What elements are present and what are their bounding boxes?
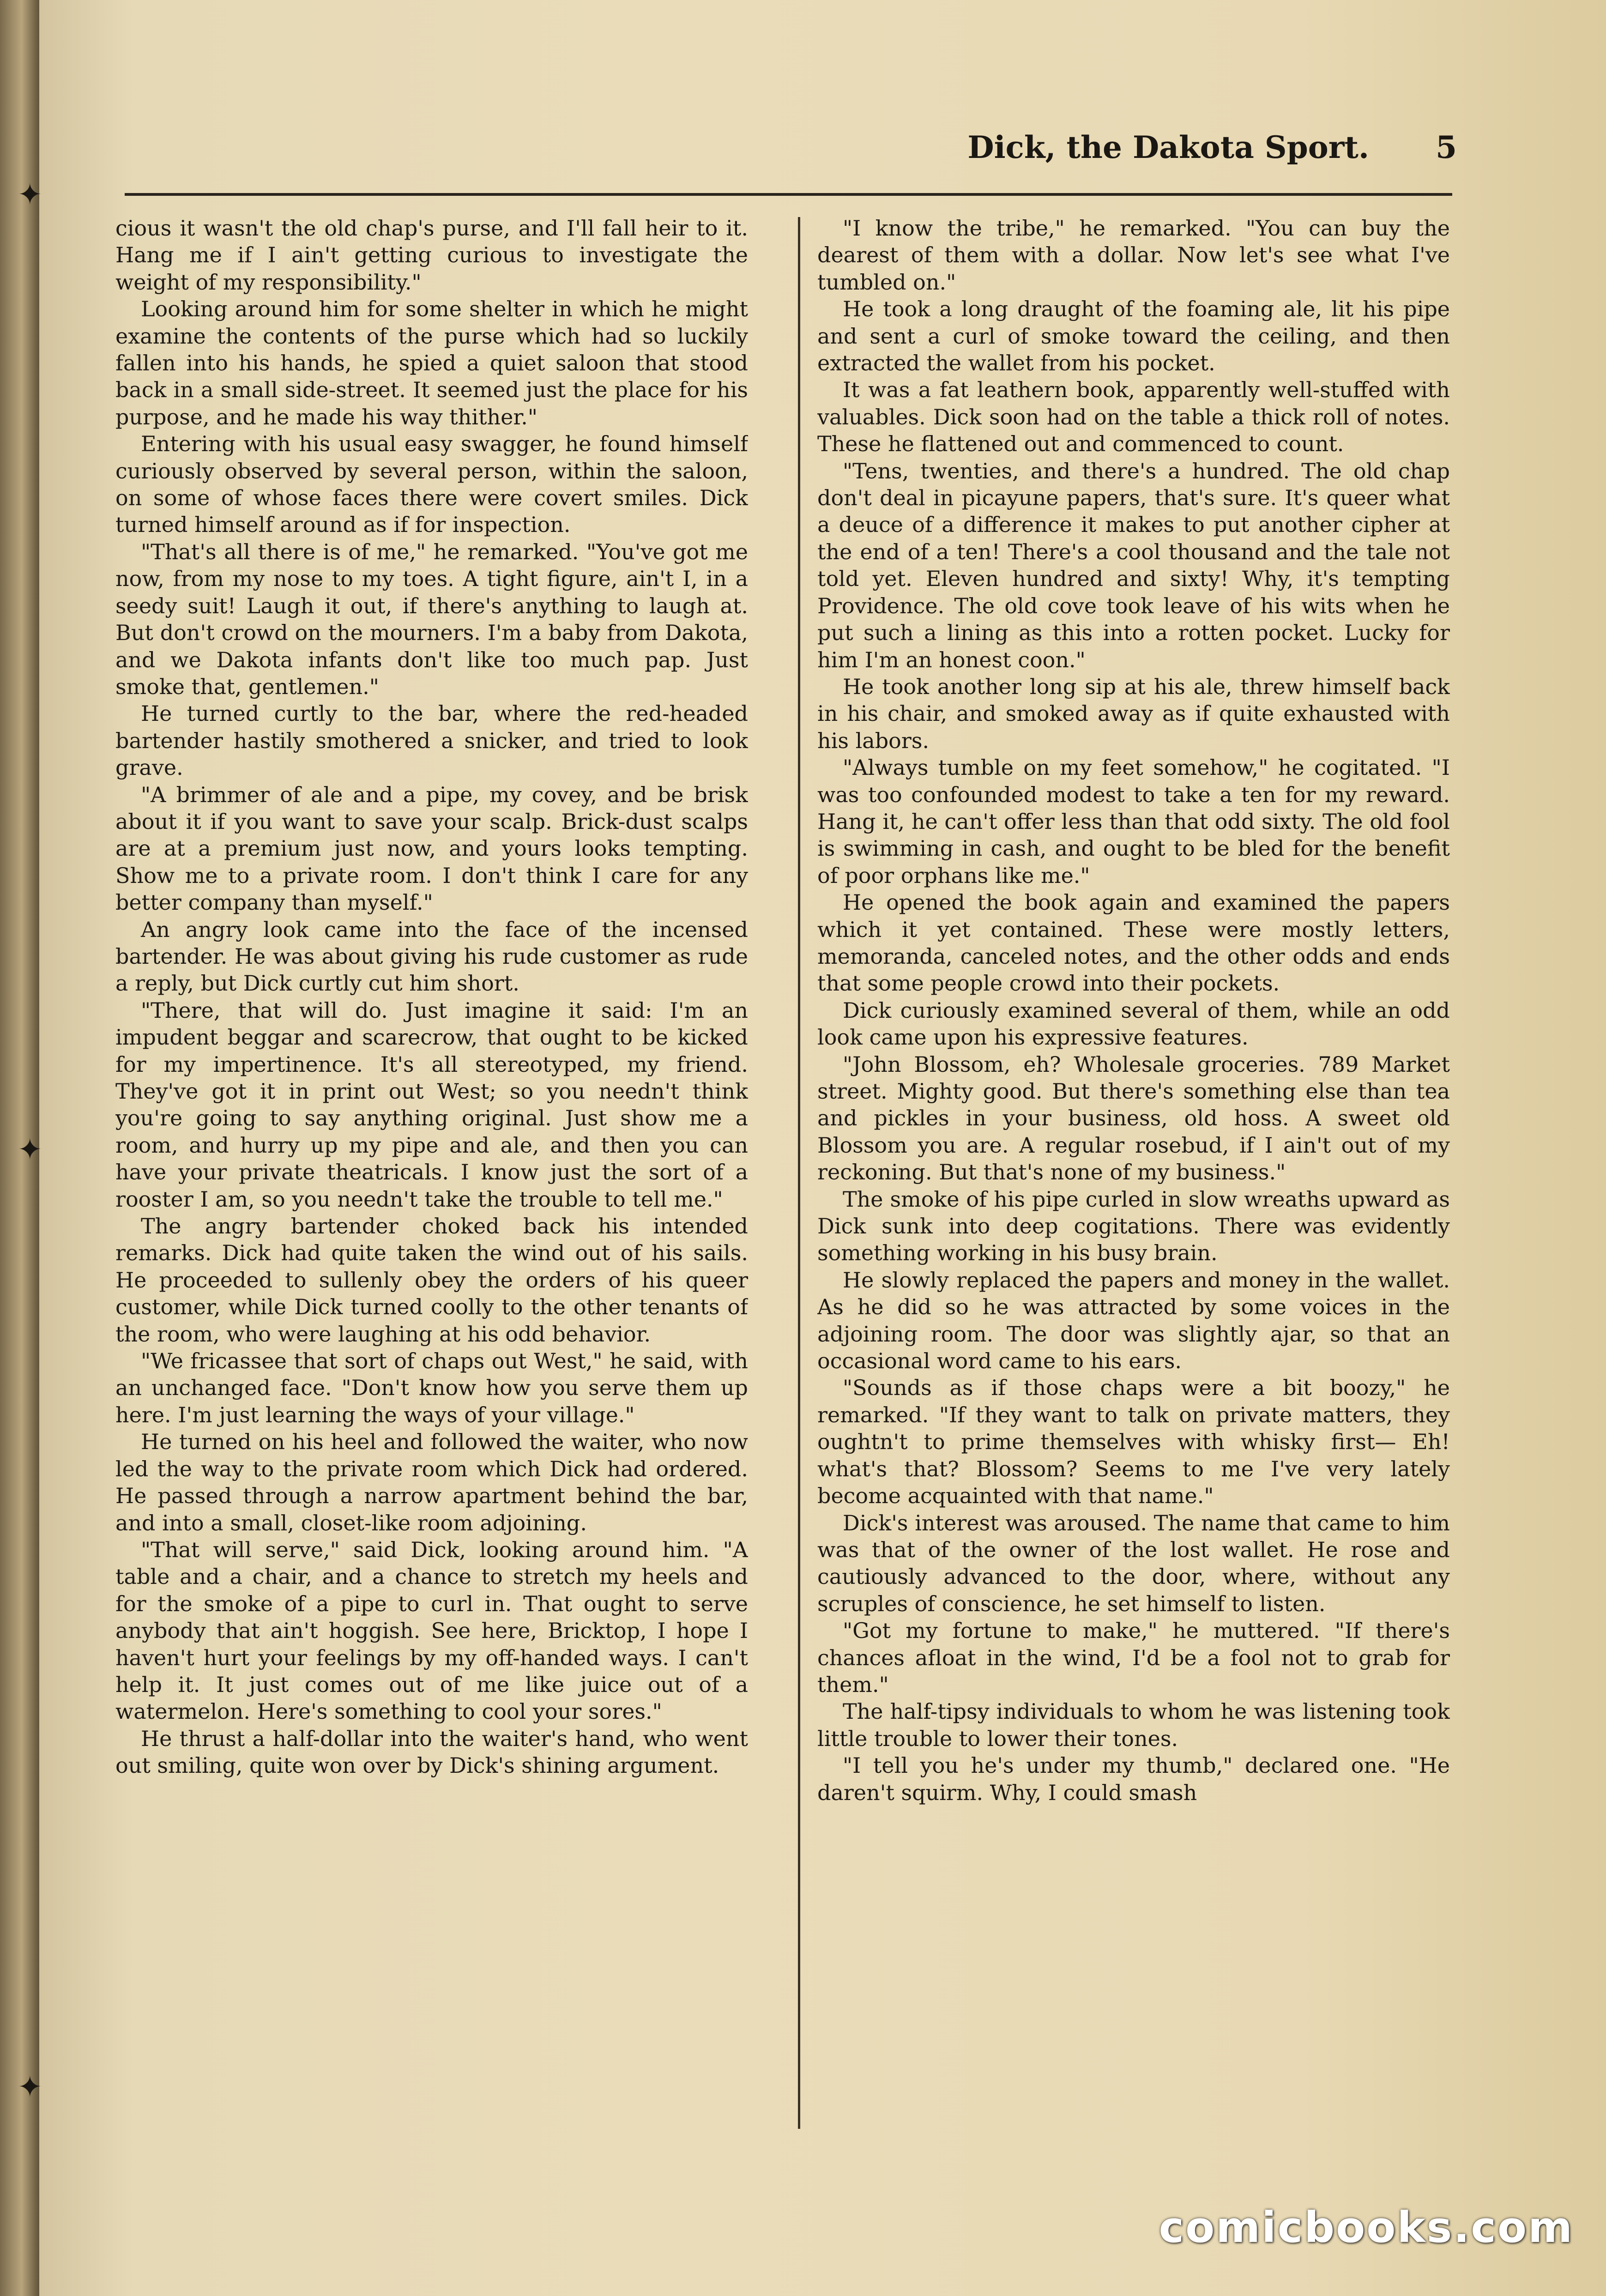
text-column-right: [817, 215, 1450, 2131]
paragraph: "Always tumble on my feet somehow," he cogitated. "I was too confounded modest to take a ten for my reward. Hang it, he can't offer less than that odd sixty. The old fool is swimming in cash, and ought to be bled for the benefit of poor orphans like me.": [817, 755, 1450, 888]
header-rule: [125, 193, 1452, 196]
paragraph: The angry bartender choked back his intended remarks. Dick had quite taken the wind out of his sails. He proceeded to sullenly obey the orders of his queer customer, while Dick turned coolly to the other tenants of the room, who were laughing at his odd behavior.: [115, 1214, 748, 1347]
paragraph: It was a fat leathern book, apparently well-stuffed with valuables. Dick soon had on the table a thick roll of notes. These he flattened out and commenced to count.: [817, 377, 1450, 457]
paragraph: He turned on his heel and followed the waiter, who now led the way to the private room which Dick had ordered. He passed through a narrow apartment behind the bar, and into a small, closet-like room adjoining.: [115, 1429, 748, 1535]
binding-hole-mark: ✦: [18, 178, 42, 212]
paragraph: He turned curtly to the bar, where the red-headed bartender hastily smothered a snicker, and tried to look grave.: [115, 701, 748, 780]
paragraph: He took another long sip at his ale, threw himself back in his chair, and smoked away as if quite exhausted with his labors.: [817, 674, 1450, 753]
column-divider: [798, 217, 800, 2129]
paragraph: "That will serve," said Dick, looking around him. "A table and a chair, and a chance to stretch my heels and for the smoke of a pipe to curl in. That ought to serve anybody that ain't hoggish. See here, Bricktop, I hope I haven't hurt your feelings by my off-handed ways. I can't help it. It just comes out of me like juice out of a watermelon. Here's something to cool your sores.": [115, 1537, 748, 1724]
paragraph: "We fricassee that sort of chaps out West," he said, with an unchanged face. "Don't know how you serve them up here. I'm just learning the ways of your village.": [115, 1348, 748, 1427]
binding-hole-mark: ✦: [18, 2070, 42, 2104]
page-number: 5: [1436, 129, 1457, 165]
watermark: comicbooks.com: [1159, 2203, 1574, 2252]
paragraph: Dick curiously examined several of them, while an odd look came upon his expressive features.: [817, 997, 1450, 1050]
paragraph: "Got my fortune to make," he muttered. "If there's chances afloat in the wind, I'd be a fool not to grab for them.": [817, 1618, 1450, 1697]
paragraph: The smoke of his pipe curled in slow wreaths upward as Dick sunk into deep cogitations. There was evidently something working in his busy brain.: [817, 1186, 1450, 1266]
paragraph: "There, that will do. Just imagine it said: I'm an impudent beggar and scarecrow, that ought to be kicked for my impertinence. It's all stereotyped, my friend. They've got it in print out West; so you needn't think you're going to say anything original. Just show me a room, and hurry up my pipe and ale, and then you can have your private theatricals. I know just the sort of a rooster I am, so you needn't take the trouble to tell me.": [115, 997, 748, 1212]
paragraph: "Sounds as if those chaps were a bit boozy," he remarked. "If they want to talk on private matters, they oughtn't to prime themselves with whisky first— Eh! what's that? Blossom? Seems to me I've very lately become acquainted with that name.": [817, 1375, 1450, 1509]
paragraph: He thrust a half-dollar into the waiter's hand, who went out smiling, quite won over by Dick's shining argument.: [115, 1726, 748, 1778]
paragraph: "I tell you he's under my thumb," declared one. "He daren't squirm. Why, I could smash: [817, 1753, 1450, 1805]
paragraph: "Tens, twenties, and there's a hundred. The old chap don't deal in picayune papers, that's sure. It's queer what a deuce of a difference it makes to put another cipher at the end of a ten! There's a cool thousand and the tale not told yet. Eleven hundred and sixty! Why, it's tempting Providence. The old cove took leave of his wits when he put such a lining as this into a rotten pocket. Lucky for him I'm an honest coon.": [817, 458, 1450, 672]
paragraph: The half-tipsy individuals to whom he was listening took little trouble to lower their tones.: [817, 1699, 1450, 1751]
paragraph: "I know the tribe," he remarked. "You can buy the dearest of them with a dollar. Now let's see what I've tumbled on.": [817, 216, 1450, 295]
paragraph: He opened the book again and examined the papers which it yet contained. These were mostly letters, memoranda, canceled notes, and the other odds and ends that some people crowd into their pockets.: [817, 890, 1450, 996]
paragraph: cious it wasn't the old chap's purse, and I'll fall heir to it. Hang me if I ain't getting curious to investigate the weight of my responsibility.": [115, 216, 748, 295]
paragraph: Entering with his usual easy swagger, he found himself curiously observed by several person, within the saloon, on some of whose faces there were covert smiles. Dick turned himself around as if for inspection.: [115, 431, 748, 538]
binding-hole-mark: ✦: [18, 1133, 42, 1167]
paragraph: Looking around him for some shelter in which he might examine the contents of the purse which had so luckily fallen into his hands, he spied a quiet saloon that stood back in a small side-street. It seemed just the place for his purpose, and he made his way thither.": [115, 296, 748, 429]
paragraph: "John Blossom, eh? Wholesale groceries. 789 Market street. Mighty good. But there's something else than tea and pickles in your business, old hoss. A sweet old Blossom you are. A regular rosebud, if I ain't out of my reckoning. But that's none of my business.": [817, 1051, 1450, 1185]
text-column-left: [115, 215, 748, 2131]
page-header: [122, 125, 1457, 185]
paragraph: "That's all there is of me," he remarked. "You've got me now, from my nose to my toes. A tight figure, ain't I, in a seedy suit! Laugh it out, if there's anything to laugh at. But don't crowd on the mourners. I'm a baby from Dakota, and we Dakota infants don't like too much pap. Just smoke that, gentlemen.": [115, 539, 748, 699]
paragraph: An angry look came into the face of the incensed bartender. He was about giving his rude customer as rude a reply, but Dick curtly cut him short.: [115, 917, 748, 996]
paragraph: "A brimmer of ale and a pipe, my covey, and be brisk about it if you want to save your scalp. Brick-dust scalps are at a premium just now, and yours looks tempting. Show me to a private room. I don't think I care for any better company than myself.": [115, 782, 748, 915]
paragraph: He took a long draught of the foaming ale, lit his pipe and sent a curl of smoke toward the ceiling, and then extracted the wallet from his pocket.: [817, 296, 1450, 376]
running-title: Dick, the Dakota Sport.: [967, 129, 1369, 165]
paragraph: He slowly replaced the papers and money in the wallet. As he did so he was attracted by some voices in the adjoining room. The door was slightly ajar, so that an occasional word came to his ears.: [817, 1267, 1450, 1374]
paragraph: Dick's interest was aroused. The name that came to him was that of the owner of the lost wallet. He rose and cautiously advanced to the door, where, without any scruples of conscience, he set himself to listen.: [817, 1510, 1450, 1616]
